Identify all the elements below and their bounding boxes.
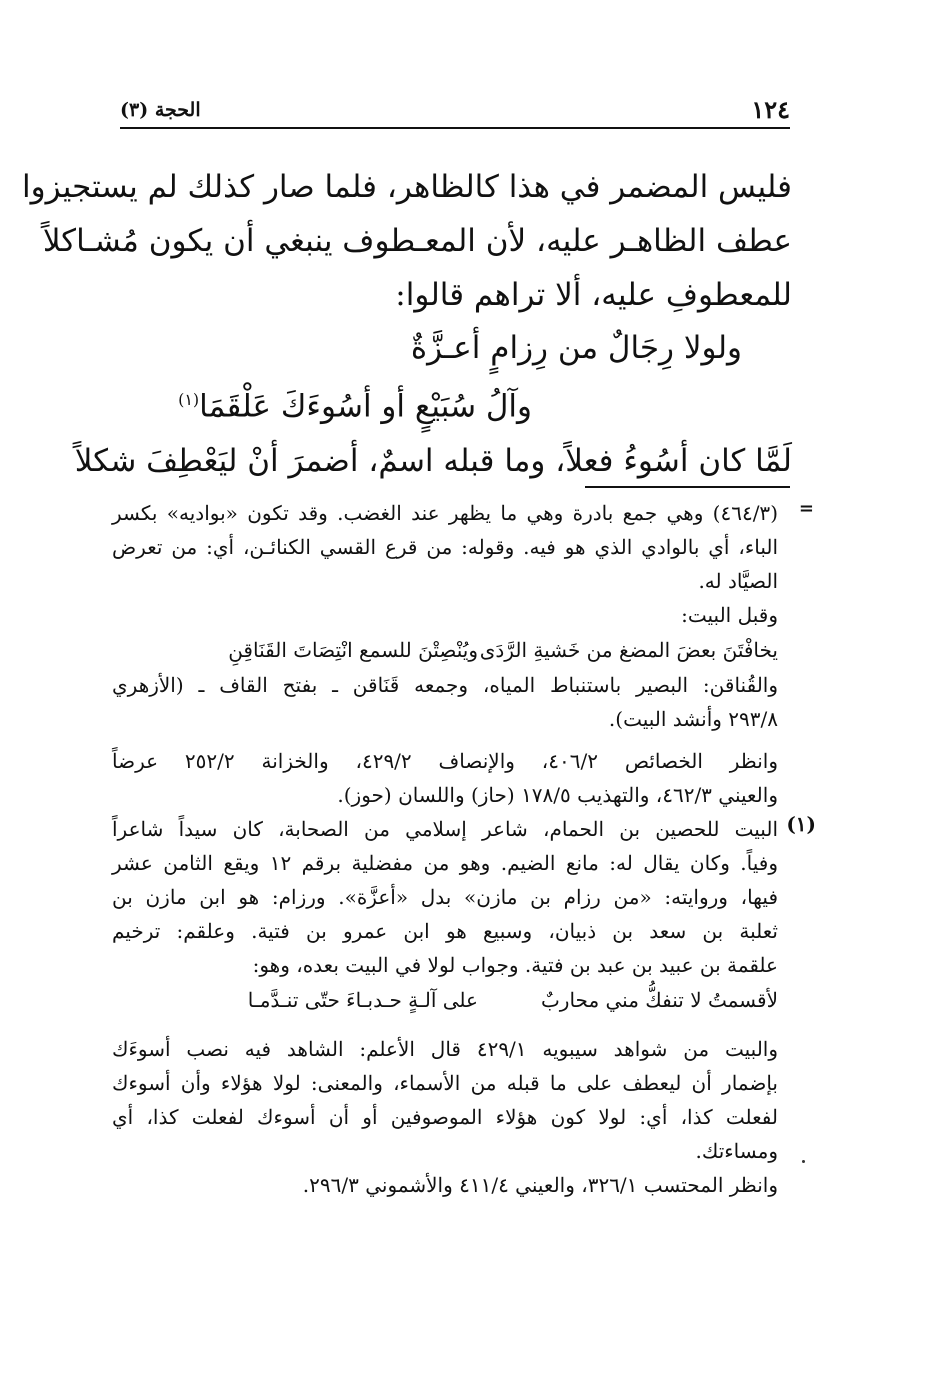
main-text xyxy=(22,160,792,488)
fn-line: والبيت من شواهد سيبويه ٤٢٩/١ قال الأعلم: الشاهد فيه نصب أسوءَك xyxy=(112,1037,778,1061)
footnote-marker: (١) xyxy=(178,390,200,409)
fn-line: فيها، وروايته: «من رزام بن مازن» بدل «أعزَّة». ورزام: هو ابن مازن بن xyxy=(112,885,778,909)
footnote-1 xyxy=(112,812,816,1202)
main-line-1: فليس المضمر في هذا كالظاهر، فلما صار كذلك لم يستجيزوا xyxy=(22,169,792,205)
fn-verse-1-b: ويُنْصِتْنَ للسمع انْتِصَاتَ القَنَاقِنِ xyxy=(228,638,478,662)
page-header xyxy=(120,95,790,129)
fn-line: وانظر المحتسب ٣٢٦/١، والعيني ٤١١/٤ والأشموني ٢٩٦/٣. xyxy=(302,1173,778,1197)
fn-line: ٢٩٣/٨ وأنشد البيت). xyxy=(608,707,778,731)
running-title: الحجة (٣) xyxy=(120,99,201,121)
fn-line: والقُناقن: البصير باستنباط المياه، وجمعه قَنَاقن ـ بفتح القاف ـ (الأزهري xyxy=(112,673,778,697)
fn-line: لفعلت كذا، أي: لولا كون هؤلاء الموصوفين أو أن أسوءك لفعلت كذا، أي xyxy=(112,1105,778,1129)
fn-verse-2 xyxy=(112,982,812,1018)
fn-line: الصيَّاد له. xyxy=(698,569,778,593)
fn-line: ومساءتك. xyxy=(695,1139,778,1163)
footnotes xyxy=(112,496,816,1202)
fn-line: ثعلبة بن سعد بن ذبيان، وسبيع هو ابن عمرو بن فتية. وعلقم: ترخيم xyxy=(112,919,778,943)
footnote-divider xyxy=(585,486,790,488)
main-line-2: عطف الظاهـر عليه، لأن المعـطوف ينبغي أن يكون مُشـاكلاً xyxy=(42,223,792,259)
stray-mark xyxy=(802,1160,805,1163)
fn-verse-1 xyxy=(112,632,812,668)
fn-label: وقبل البيت: xyxy=(681,603,778,627)
fn-line: وانظر الخصائص ٤٠٦/٢، والإنصاف ٤٢٩/٢، والخزانة ٢٥٢/٢ عرضاً xyxy=(112,749,778,773)
fn-verse-2-b: على آلـةٍ حـدبـاءَ حتّى تنـدَّمـا xyxy=(247,988,478,1012)
fn-line: وفياً. وكان يقال له: مانع الضيم. وهو من مفضلية برقم ١٢ ويقع الثامن عشر xyxy=(112,851,778,875)
fn-verse-1-a: يخافْتَنَ بعضَ المضغ من خَشيةِ الرَّدَى xyxy=(479,638,778,662)
verse-line-2 xyxy=(112,374,792,426)
verse-line-1 xyxy=(112,322,792,374)
fn-line: البيت للحصين بن الحمام، شاعر إسلامي من الصحابة، كان سيداً شاعراً xyxy=(112,817,778,841)
footnote-continued xyxy=(112,496,812,812)
fn-line: (٤٦٤/٣) وهي جمع بادرة وهي ما يظهر عند الغضب. وقد تكون «بواديه» بكسر xyxy=(112,501,778,525)
main-line-4: لَمَّا كان أسُوءُ فعلاً، وما قبله اسمٌ، أضمرَ أنْ ليَعْطِفَ شكلاً xyxy=(74,443,792,479)
fn-line: بإضمار أن ليعطف على ما قبله من الأسماء، والمعنى: لولا هؤلاء وأن أسوءك xyxy=(112,1071,778,1095)
fn-line: والعيني ٤٦٢/٣، والتهذيب ١٧٨/٥ (حاز) واللسان (حوز). xyxy=(337,783,778,807)
footnote-number: (١) xyxy=(786,812,816,836)
fn-verse-2-a: لأقسمتُ لا تنفكُّ مني محاربٌ xyxy=(540,988,778,1012)
main-line-3: للمعطوفِ عليه، ألا تراهم قالوا: xyxy=(395,277,792,313)
fn-line: علقمة بن عبيد بن عبد بن فتية. وجواب لولا في البيت بعده، وهو: xyxy=(252,953,778,977)
verse-hemistich-1: ولولا رِجَالٌ من رِزامٍ أعـزَّةٌ xyxy=(410,330,742,366)
continuation-mark: = xyxy=(798,498,814,519)
page-number: ١٢٤ xyxy=(751,95,790,124)
fn-line: الباء، أي بالوادي الذي هو فيه. وقوله: من قرع القسي الكنائـن، أي: من تعرض xyxy=(112,535,778,559)
verse-hemistich-2: وآلُ سُبَيْعٍ أو أسُوءَكَ عَلْقَمَا xyxy=(199,388,532,425)
